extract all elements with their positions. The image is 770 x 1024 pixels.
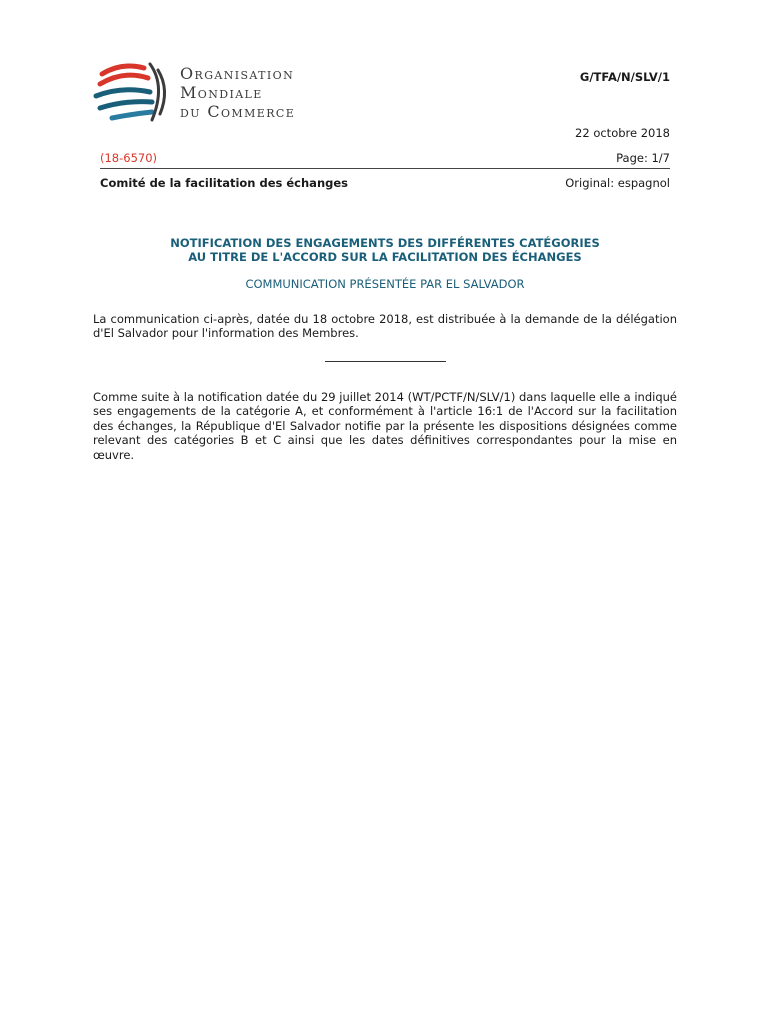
wto-logo	[92, 56, 342, 126]
section-separator	[325, 361, 446, 362]
intro-paragraph: La communication ci-après, datée du 18 octobre 2018, est distribuée à la demande de la délégation d'El Salvador pour l'information des Membres.	[93, 312, 677, 341]
original-language: Original: espagnol	[565, 176, 670, 190]
document-subtitle: COMMUNICATION PRÉSENTÉE PAR EL SALVADOR	[245, 277, 525, 291]
title-line1: NOTIFICATION DES ENGAGEMENTS DES DIFFÉRENTES CATÉGORIES	[170, 236, 600, 250]
document-date: 22 octobre 2018	[575, 126, 670, 140]
document-title	[100, 236, 670, 264]
header-divider	[100, 168, 670, 169]
title-line2: AU TITRE DE L'ACCORD SUR LA FACILITATION DES ÉCHANGES	[188, 250, 582, 264]
document-symbol: G/TFA/N/SLV/1	[579, 70, 670, 84]
committee-name: Comité de la facilitation des échanges	[100, 176, 349, 190]
organization-name	[180, 64, 295, 121]
org-name-line1: Organisation	[180, 64, 295, 83]
org-name-line2: Mondiale	[180, 83, 263, 102]
wto-emblem-icon	[92, 56, 172, 126]
document-number: (18-6570)	[100, 151, 158, 165]
org-name-line3: du Commerce	[180, 102, 296, 121]
page-indicator: Page: 1/7	[616, 151, 670, 165]
body-paragraph: Comme suite à la notification datée du 29 juillet 2014 (WT/PCTF/N/SLV/1) dans laquelle elle a indiqué ses engagements de la catégorie A, et conformément à l'article 16:1 de l'Accord sur la facilitation des échanges, la République d'El Salvador notifie par la présente les dispositions désignées comme relevant des catégories B et C ainsi que les dates définitives correspondantes pour la mise en œuvre.	[93, 390, 677, 462]
